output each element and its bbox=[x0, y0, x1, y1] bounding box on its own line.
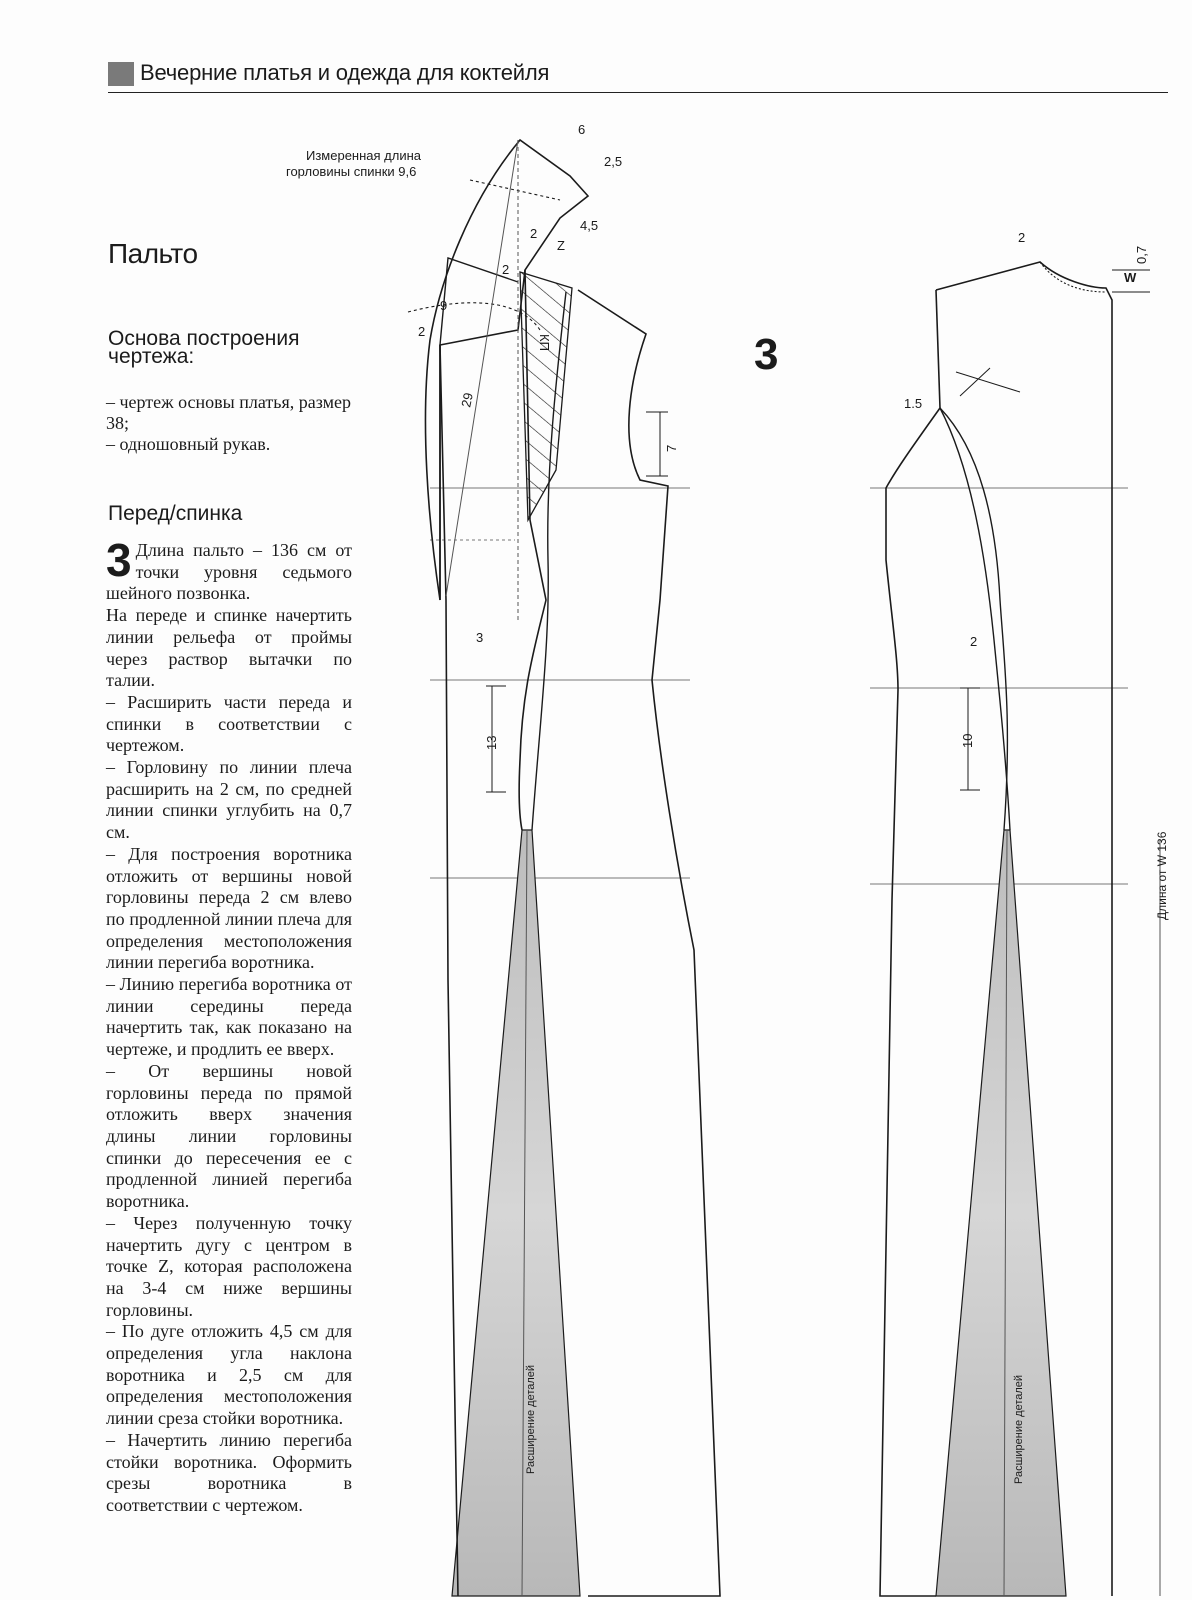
basis-item: – одношовный рукав. bbox=[106, 434, 271, 454]
basis-item: – чертеж основы платья, размер 38; bbox=[106, 392, 351, 433]
label-9: 9 bbox=[440, 298, 448, 313]
section-title: Пальто bbox=[108, 238, 198, 269]
label-6: 6 bbox=[578, 122, 586, 137]
instruction-paragraph: – Расширить части переда и спинки в соответствии с чертежом. bbox=[106, 691, 352, 756]
widening-front-label: Расширение деталей bbox=[525, 1364, 537, 1474]
back-label-w: W bbox=[1124, 270, 1137, 285]
basis-heading: Основа построения чертежа: bbox=[108, 327, 300, 368]
instruction-paragraph: – От вершины новой горловины переда по прямой отложить вверх значения длины линии горловины спинки до пересечения ее с продленной линией перегиба воротника. bbox=[106, 1060, 352, 1212]
header-title: Вечерние платья и одежда для коктейля bbox=[140, 60, 550, 85]
step-number: 3 bbox=[106, 534, 132, 586]
label-2-5: 2,5 bbox=[604, 154, 623, 169]
measured-length-label-2: горловины спинки 9,6 bbox=[286, 164, 417, 179]
back-label-1-5: 1.5 bbox=[904, 396, 923, 411]
back-widening-wedge bbox=[936, 830, 1066, 1596]
back-label-2: 2 bbox=[1018, 230, 1026, 245]
label-z: Z bbox=[557, 238, 565, 253]
back-dart-cross bbox=[956, 368, 1020, 396]
label-13: 13 bbox=[484, 735, 499, 750]
label-4-5: 4,5 bbox=[580, 218, 599, 233]
figure-number: 3 bbox=[754, 330, 779, 379]
instruction-paragraph: – Линию перегиба воротника от линии середины переда начертить так, как показано на чертеже, и продлить ее вверх. bbox=[106, 974, 352, 1060]
measured-length-label-1: Измеренная длина bbox=[306, 148, 422, 163]
label-7: 7 bbox=[664, 444, 679, 452]
front-left-edge bbox=[440, 345, 458, 1596]
back-princess-seam-left bbox=[940, 408, 1007, 830]
front-piece bbox=[408, 140, 720, 1596]
instruction-paragraph: На переде и спинке начертить линии рельефа от проймы через раствор вытачки по талии. bbox=[106, 605, 352, 691]
label-2c: 2 bbox=[418, 324, 426, 339]
instruction-paragraph: – По дуге отложить 4,5 см для определения угла наклона воротника и 2,5 см для определения местоположения линии среза стойки воротника. bbox=[106, 1321, 352, 1429]
label-kp: КП bbox=[537, 334, 552, 351]
instruction-paragraph: Длина пальто – 136 см от точки уровня седьмого шейного позвонка. bbox=[106, 540, 352, 604]
label-2b: 2 bbox=[502, 262, 510, 277]
back-side-seam bbox=[880, 290, 940, 1596]
front-widening-wedge bbox=[452, 830, 580, 1596]
label-2a: 2 bbox=[530, 226, 538, 241]
instruction-paragraph: – Через полученную точку начертить дугу с центром в точке Z, которая расположена на 3-4 см ниже вершины горловины. bbox=[106, 1212, 352, 1320]
back-label-2b: 2 bbox=[970, 634, 978, 649]
widening-back-label: Расширение деталей bbox=[1013, 1374, 1025, 1484]
instruction-paragraph: – Горловину по линии плеча расширить на 2 см, по средней линии спинки углубить на 0,7 см. bbox=[106, 757, 352, 843]
length-from-w-label: Длина от W 136 bbox=[1155, 831, 1169, 920]
back-label-0-7: 0,7 bbox=[1134, 245, 1149, 264]
label-3: 3 bbox=[476, 630, 484, 645]
label-29: 29 bbox=[458, 391, 476, 409]
back-princess-seam-right bbox=[940, 408, 1010, 830]
instruction-paragraph: – Для построения воротника отложить от вершины новой горловины переда 2 см влево по продленной линии плеча для определения местоположения линии перегиба воротника. bbox=[106, 843, 352, 973]
front-side-panel bbox=[578, 290, 720, 1596]
front-back-heading: Перед/спинка bbox=[108, 502, 243, 525]
instruction-paragraph: – Начертить линию перегиба стойки воротника. Оформить срезы воротника в соответствии с чертежом. bbox=[106, 1429, 352, 1515]
back-label-10: 10 bbox=[960, 733, 975, 748]
front-roll-line bbox=[446, 140, 518, 596]
